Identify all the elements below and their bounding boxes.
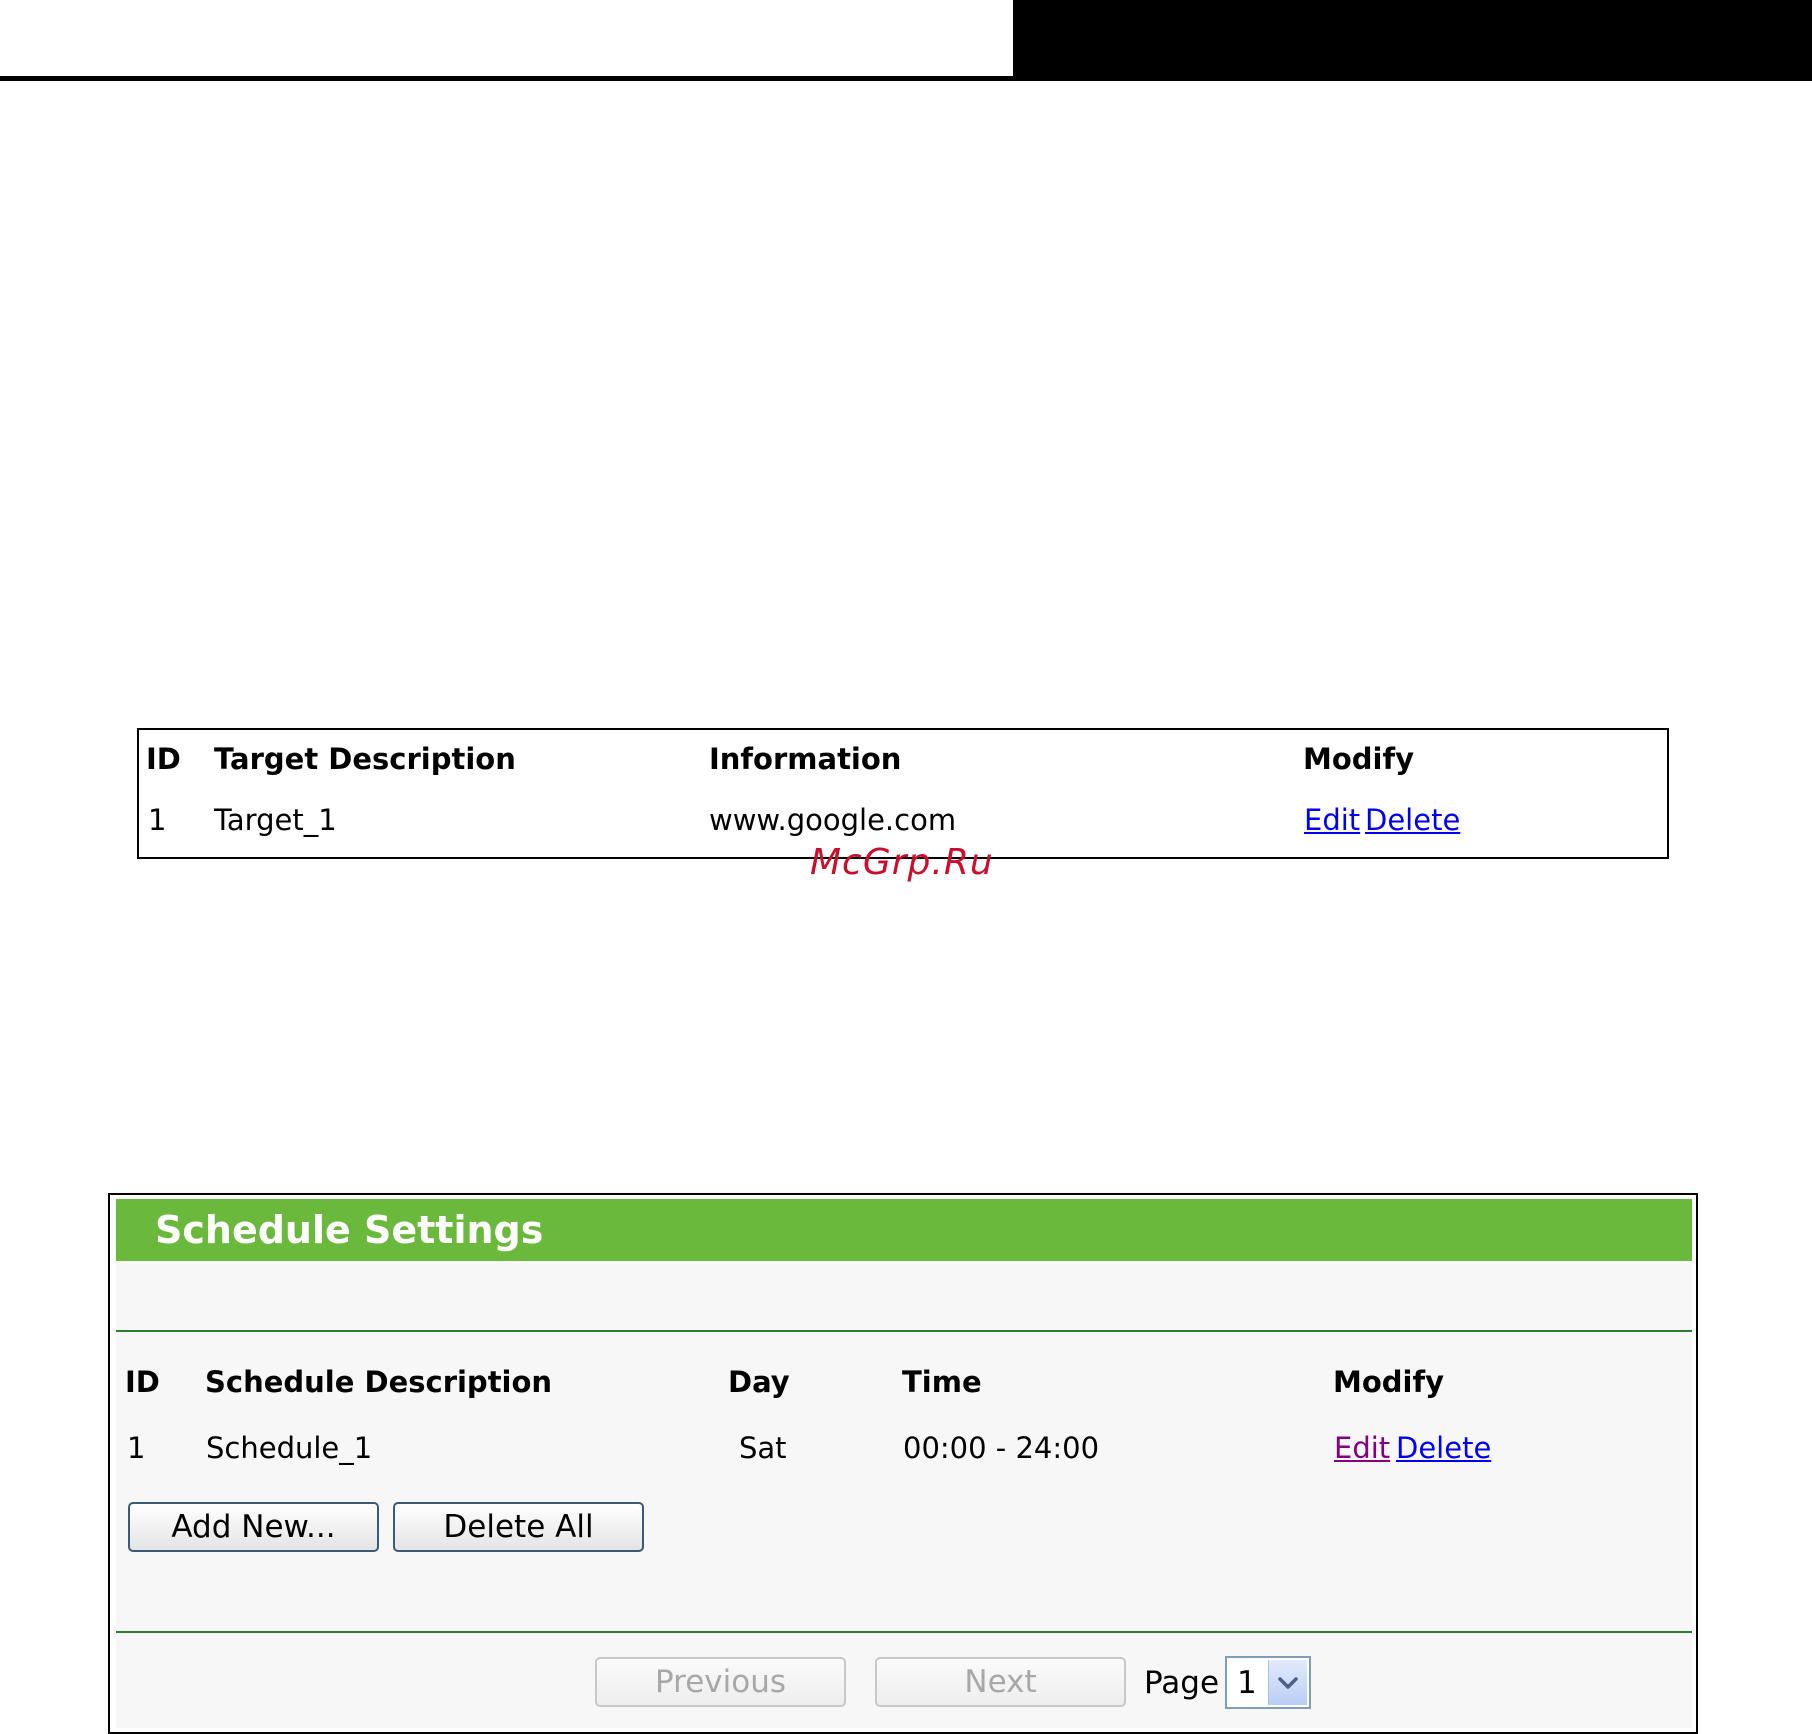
page-label: Page <box>1144 1665 1220 1701</box>
schedule-panel-body <box>116 1199 1692 1728</box>
previous-button[interactable]: Previous <box>595 1657 846 1707</box>
row-information: www.google.com <box>709 803 957 837</box>
row-day: Sat <box>739 1431 787 1465</box>
col-header-modify: Modify <box>1303 742 1415 776</box>
schedule-settings-panel <box>108 1193 1698 1734</box>
add-new-button[interactable]: Add New... <box>128 1502 379 1552</box>
delete-target-link[interactable]: Delete <box>1365 803 1461 837</box>
col-header-information: Information <box>709 742 902 776</box>
edit-target-link[interactable]: Edit <box>1304 803 1361 837</box>
page-select[interactable] <box>1225 1656 1311 1709</box>
delete-all-button[interactable]: Delete All <box>393 1502 644 1552</box>
row-id: 1 <box>148 803 167 837</box>
divider-bottom <box>116 1631 1692 1633</box>
col-header-id: ID <box>146 742 181 776</box>
col-header-day: Day <box>728 1365 790 1399</box>
row-schedule-description: Schedule_1 <box>206 1431 373 1465</box>
col-header-modify: Modify <box>1333 1365 1445 1399</box>
header-rule <box>0 76 1812 81</box>
col-header-schedule-description: Schedule Description <box>205 1365 553 1399</box>
page-select-value: 1 <box>1237 1665 1257 1701</box>
row-time: 00:00 - 24:00 <box>903 1431 1100 1465</box>
row-target-description: Target_1 <box>214 803 337 837</box>
row-id: 1 <box>127 1431 146 1465</box>
panel-title: Schedule Settings <box>116 1199 1692 1261</box>
col-header-target-description: Target Description <box>214 742 516 776</box>
divider-top <box>116 1330 1692 1332</box>
next-button[interactable]: Next <box>875 1657 1126 1707</box>
delete-schedule-link[interactable]: Delete <box>1396 1431 1492 1465</box>
edit-schedule-link[interactable]: Edit <box>1334 1431 1391 1465</box>
col-header-id: ID <box>125 1365 160 1399</box>
header-black-block <box>1013 0 1812 77</box>
col-header-time: Time <box>902 1365 982 1399</box>
chevron-down-icon[interactable] <box>1268 1660 1307 1705</box>
target-table <box>137 728 1669 859</box>
watermark-text: McGrp.Ru <box>810 842 994 883</box>
